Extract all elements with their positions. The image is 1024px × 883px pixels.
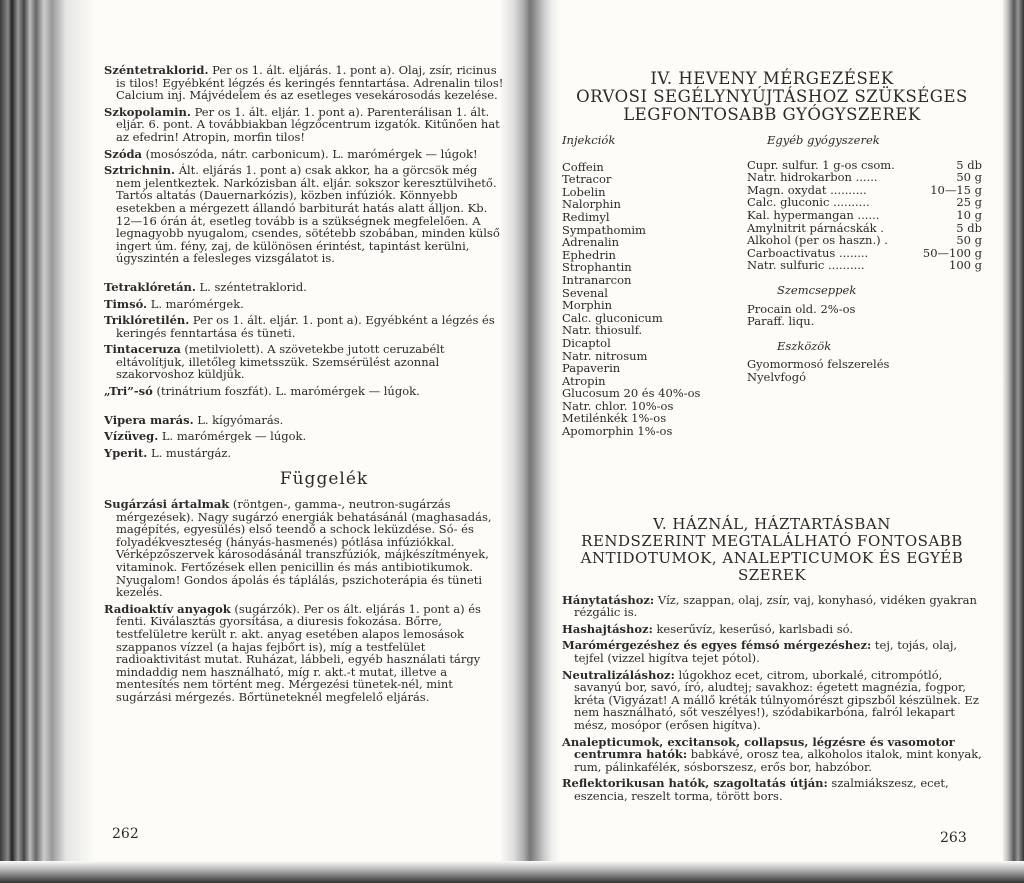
tools-list bbox=[747, 358, 982, 383]
section4-title-line3: LEGFONTOSABB GYÓGYSZEREK bbox=[623, 105, 921, 124]
list-item: Calc. gluconicum bbox=[562, 310, 663, 325]
entry-text: Víz, szappan, olaj, zsír, vaj, konyhasó, vidéken gyakran rézgálic is. bbox=[574, 592, 977, 620]
entry-text: L. kígyómarás. bbox=[193, 412, 284, 427]
entry-text: (mosószóda, nátr. carbonicum). L. marómérgek — lúgok! bbox=[142, 146, 478, 161]
entry bbox=[104, 430, 504, 443]
drug-name: Kal. hypermangan ...... bbox=[747, 207, 880, 222]
entry-text: tej, tojás, olaj, tejfel (vizzel higítva tejet pótol). bbox=[574, 638, 958, 666]
entry-text: (sugárzók). Per os ált. eljárás 1. pont a) és fenti. Kiválasztás gyorsítása, a diuresis fokozása. Bőrre, testfelületre került r. akt. anyag esetében alapos lemosások szappanos vízzel (a hajas fejbőrt is), míg a testfelület radioaktivitást mutat. Ruházat, lábbeli, egyéb használati tárgy mindaddig nem használható, míg r. akt.-t mutat, illetve a mentesítés nem történt meg. Mérgezési tünetek-nél, mint sugárzási mérgezés. Bőrtüneteknél megfelelő eljárás. bbox=[116, 601, 481, 704]
list-item: Metilénkék 1%-os bbox=[562, 411, 667, 426]
drug-columns bbox=[562, 134, 982, 438]
book-spine-left bbox=[0, 0, 95, 883]
section5-title-line1: V. HÁZNÁL, HÁZTARTÁSBAN bbox=[653, 514, 891, 533]
entries-appendix bbox=[104, 498, 504, 704]
entry bbox=[104, 314, 504, 339]
drug-name: Natr. hidrokarbon ...... bbox=[747, 170, 878, 185]
list-item: Gyomormosó felszerelés bbox=[747, 357, 890, 372]
right-page bbox=[562, 70, 982, 807]
entry bbox=[562, 639, 982, 664]
list-item: Natr. chlor. 10%-os bbox=[562, 398, 674, 413]
entry bbox=[104, 385, 504, 398]
entry bbox=[104, 603, 504, 704]
entries-low bbox=[104, 414, 504, 460]
drug-row bbox=[747, 259, 982, 272]
entry bbox=[104, 148, 504, 161]
drug-quantity: 5 db bbox=[956, 157, 982, 172]
entry-term: Hánytatáshoz: bbox=[562, 592, 655, 607]
list-item: Paraff. liqu. bbox=[747, 314, 815, 329]
drug-row bbox=[747, 209, 982, 222]
list-item: Lobelin bbox=[562, 184, 606, 199]
list-item: Atropin bbox=[562, 373, 606, 388]
section4-title-line2: ORVOSI SEGÉLYNYÚJTÁSHOZ SZÜKSÉGES bbox=[576, 87, 968, 106]
entries-mid bbox=[104, 281, 504, 398]
drug-quantity: 50—100 g bbox=[922, 245, 982, 260]
section5-title-line3: ANTIDOTUMOK, ANALEPTICUMOK ÉS EGYÉB bbox=[580, 548, 964, 567]
drug-name: Calc. gluconic .......... bbox=[747, 195, 870, 210]
entry-term: Tetraklóretán. bbox=[104, 279, 196, 294]
entry bbox=[104, 64, 504, 102]
drug-row bbox=[747, 171, 982, 184]
drug-name: Natr. sulfuric .......... bbox=[747, 258, 865, 273]
drug-quantity: 10 g bbox=[956, 207, 982, 222]
entry-term: Szkopolamin. bbox=[104, 104, 191, 119]
drug-name: Cupr. sulfur. 1 g-os csom. bbox=[747, 157, 895, 172]
list-item: Glucosum 20 és 40%-os bbox=[562, 386, 701, 401]
entry-term: Triklóretilén. bbox=[104, 313, 190, 328]
drug-name: Magn. oxydat .......... bbox=[747, 182, 867, 197]
page-number-left: 262 bbox=[112, 826, 139, 842]
injections-label: Injekciók bbox=[562, 133, 616, 147]
drug-quantity: 50 g bbox=[956, 170, 982, 185]
entry bbox=[562, 777, 982, 802]
eye-drops-label: Szemcseppek bbox=[777, 282, 857, 297]
drug-name: Amylnitrit párnácskák . bbox=[747, 220, 884, 235]
entry-text: lúgokhoz ecet, citrom, uborkalé, citrompótló, savanyú bor, savó, író, aludtej; savakhoz: égetett magnézia, fogpor, kréta (Vigyázat! A mállő kréták túlnyomórészt gipszből készülnek. Ez nem használható, sőt veszélyes!), szódabikarbóna, falról lekapart mész, mosópor (erősen higítva). bbox=[574, 667, 979, 732]
entry-term: Hashajtáshoz: bbox=[562, 621, 653, 636]
appendix-title: Függelék bbox=[279, 469, 369, 490]
list-item: Dicaptol bbox=[562, 335, 611, 350]
entry-text: L. marómérgek. bbox=[147, 296, 244, 311]
section5-title-line4: SZEREK bbox=[737, 565, 807, 584]
entry-text: L. mustárgáz. bbox=[147, 445, 232, 460]
tools-label: Eszközök bbox=[777, 338, 832, 353]
list-item: Tetracor bbox=[562, 172, 612, 187]
other-drugs-label: Egyéb gyógyszerek bbox=[767, 133, 880, 147]
drug-name: Carboactivatus ........ bbox=[747, 245, 869, 260]
entry-term: Reflektorikusan hatók, szagoltatás útján: bbox=[562, 776, 828, 791]
entry bbox=[104, 281, 504, 294]
list-item: Strophantin bbox=[562, 260, 632, 275]
entry bbox=[104, 343, 504, 381]
entry bbox=[104, 298, 504, 311]
list-item: Nyelvfogó bbox=[747, 369, 807, 384]
entry-term: Neutralizáláshoz: bbox=[562, 667, 675, 682]
list-item: Intranarcon bbox=[562, 272, 632, 287]
list-item: Sevenal bbox=[562, 285, 608, 300]
entry-text: (röntgen-, gamma-, neutron-sugárzás mérgezések). Nagy sugárzó energiák behatásánál (maghasadás, magépítés, egyesülés) első teendő a schock leküzdése. Só- és folyadékveszteség (hányás-hasmenés) pótlása infúziókkal. Vérképzőszervek károsodásánál transzfúziók, májkészítmények, vitaminok. Fertőzések ellen penicillin és más antibiotikumok. Nyugalom! Gondos ápolás és táplálás, pszichoterápia és tüneti kezelés. bbox=[116, 497, 492, 600]
entry-text: szalmiákszesz, ecet, eszencia, reszelt torma, törött bors. bbox=[574, 776, 949, 803]
list-item: Ephedrin bbox=[562, 247, 616, 262]
entry-term: Analepticumok, excitansok, collapsus, légzésre és vasomotor centrumra hatók: bbox=[562, 734, 955, 762]
entry bbox=[562, 736, 982, 774]
entry-text: (metilviolett). A szövetekbe jutott ceruzabélt eltávolítjuk, illetőleg kimetsszük. Szemsérülést azonnal szakorvoshoz küldjük. bbox=[116, 342, 445, 382]
left-page bbox=[104, 64, 504, 708]
entry-term: Radioaktív anyagok bbox=[104, 601, 231, 616]
list-item: Nalorphin bbox=[562, 197, 621, 212]
entry-term: Széntetraklorid. bbox=[104, 63, 209, 77]
drug-quantity: 25 g bbox=[956, 195, 982, 210]
book-edge-right bbox=[1002, 0, 1024, 883]
entry-text: babkávé, orosz tea, alkoholos italok, mint konyak, rum, pálinkaféléк, sósborszesz, erős bor, habzóbor. bbox=[574, 747, 982, 774]
entry-text: Per os 1. ált. eljár. 1. pont a). Parenterálisan 1. ált. eljár. 6. pont. A továbbiakban légzőcentrum izgatók. Kitűnően hat az efedrin! Atropin, morfin tilos! bbox=[116, 104, 500, 144]
page-number-right: 263 bbox=[940, 830, 967, 846]
book-gutter bbox=[500, 0, 560, 883]
entry bbox=[562, 623, 982, 636]
entry-term: Szóda bbox=[104, 146, 142, 161]
list-item: Adrenalin bbox=[562, 235, 619, 250]
entry bbox=[104, 498, 504, 599]
entry-text: keserűvíz, keserűsó, karlsbadi só. bbox=[652, 621, 854, 636]
household-entries bbox=[562, 594, 982, 803]
entry bbox=[104, 164, 504, 265]
section4-title-line1: IV. HEVENY MÉRGEZÉSEK bbox=[650, 69, 894, 88]
entry-text: L. marómérgek — lúgok. bbox=[158, 429, 307, 444]
entry-term: Timsó. bbox=[104, 296, 148, 311]
drug-quantity: 10—15 g bbox=[930, 182, 982, 197]
drug-quantity: 100 g bbox=[949, 258, 982, 273]
entry-term: Sztrichnin. bbox=[104, 163, 176, 178]
list-item: Apomorphin 1%-os bbox=[562, 424, 673, 439]
drug-quantity: 50 g bbox=[956, 233, 982, 248]
entry-term: Tintaceruza bbox=[104, 342, 181, 357]
entry bbox=[104, 447, 504, 460]
entry-term: „Tri”-só bbox=[104, 384, 153, 399]
entry-term: Vipera marás. bbox=[104, 412, 194, 427]
entry-term: Vízüveg. bbox=[104, 429, 159, 444]
list-item: Coffein bbox=[562, 159, 604, 174]
entry bbox=[562, 669, 982, 732]
list-item: Natr. nitrosum bbox=[562, 348, 648, 363]
entry bbox=[562, 594, 982, 619]
entry-text: Per os 1. ált. eljárás. 1. pont a). Olaj, zsír, ricinus is tilos! Egyébként légzés és keringés fenntartása. Adrenalin tilos! Calcium inj. Májvédelem és az esetleges vesekárosodás kezelése. bbox=[116, 63, 504, 103]
entry-text: L. széntetraklorid. bbox=[195, 279, 307, 294]
list-item: Morphin bbox=[562, 298, 613, 313]
entry bbox=[104, 106, 504, 144]
entry-term: Sugárzási ártalmak bbox=[104, 497, 230, 512]
list-item: Natr. thiosulf. bbox=[562, 323, 643, 338]
other-drugs-list bbox=[747, 159, 982, 272]
drug-name: Alkohol (per os haszn.) . bbox=[747, 233, 888, 248]
section5-title-line2: RENDSZERINT MEGTALÁLHATÓ FONTOSABB bbox=[581, 531, 963, 550]
injections-list bbox=[562, 161, 747, 438]
entry-text: (trinátrium foszfát). L. marómérgek — lúgok. bbox=[152, 384, 420, 399]
book-edge-bottom bbox=[0, 861, 1024, 883]
entry-term: Yperit. bbox=[104, 445, 148, 460]
drug-quantity: 5 db bbox=[956, 220, 982, 235]
entry-text: Per os 1. ált. eljár. 1. pont a). Egyébként a légzés és keringés fenntartása és tüneti. bbox=[116, 313, 495, 340]
entry-term: Marómérgezéshez és egyes fémsó mérgezéshez: bbox=[562, 638, 872, 653]
entry-text: Ált. eljárás 1. pont a) csak akkor, ha a görcsök még nem jelentkeztek. Narkózisban ált. eljár. sokszor keresztülvihető. Tartós altatás (Dauernarkózis), közben infúziók. Könnyebb esetekben a mérgezett állandó barbiturát hatás alatt álljon. Kb. 12—16 órán át, esetleg tovább is a szükségnek megfelelően. A legnagyobb nyugalom, csendes, sötétebb szobában, minden külső ingert úm. fény, zaj, de különösen érintést, tapintást kerülni, úgyszintén a felesleges vizsgálatot is. bbox=[116, 163, 500, 266]
list-item: Sympathomim bbox=[562, 222, 646, 237]
eye-drops-list bbox=[747, 303, 982, 328]
entry bbox=[104, 414, 504, 427]
list-item: Papaverin bbox=[562, 361, 621, 376]
list-item: Redimyl bbox=[562, 209, 610, 224]
entries-top bbox=[104, 64, 504, 265]
list-item: Procain old. 2%-os bbox=[747, 301, 856, 316]
drug-row bbox=[747, 234, 982, 247]
